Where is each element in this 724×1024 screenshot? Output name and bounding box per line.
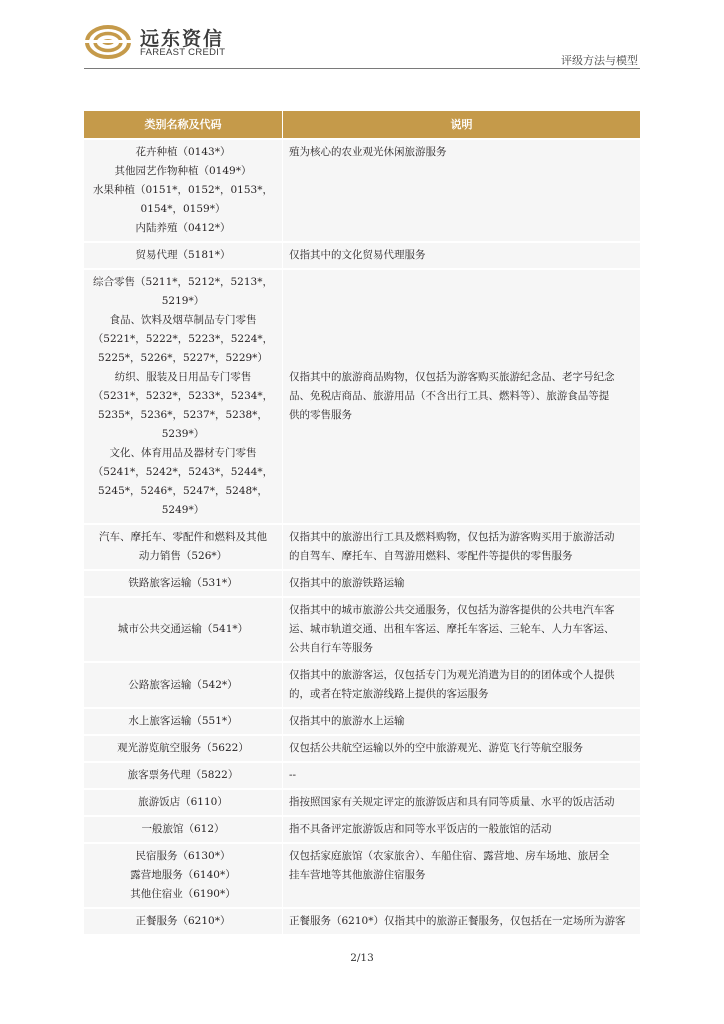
category-line: 5239*） <box>161 428 205 440</box>
category-cell <box>84 815 282 842</box>
description-line: 正餐服务（6210*）仅指其中的旅游正餐服务，仅包括在一定场所为游客 <box>289 915 626 927</box>
category-line: 公路旅客运输（542*） <box>128 678 238 691</box>
category-line: 5219*） <box>161 295 205 307</box>
category-line: 5245*，5246*，5247*，5248*， <box>98 485 268 497</box>
table-row <box>84 707 640 734</box>
category-line: 纺织、服装及日用品专门零售 <box>114 371 252 383</box>
category-cell <box>84 138 282 241</box>
table-row <box>84 734 640 761</box>
description-cell <box>282 596 640 661</box>
category-cell <box>84 707 282 734</box>
table-row <box>84 596 640 661</box>
category-line: 汽车、摩托车、零配件和燃料及其他 <box>99 531 267 543</box>
column-header-category: 类别名称及代码 <box>84 111 282 138</box>
description-cell <box>282 734 640 761</box>
header-divider <box>84 68 640 69</box>
description-cell <box>282 815 640 842</box>
description-line: 的，或者在特定旅游线路上提供的客运服务 <box>289 688 489 700</box>
category-cell <box>84 734 282 761</box>
description-cell <box>282 268 640 523</box>
category-line: 铁路旅客运输（531*） <box>128 577 238 589</box>
fareast-logo-icon <box>84 21 134 61</box>
description-line: 运、城市轨道交通、出租车客运、摩托车客运、三轮车、人力车客运、 <box>289 623 615 635</box>
description-line: 仅指其中的旅游出行工具及燃料购物，仅包括为游客购买用于旅游活动 <box>289 531 615 543</box>
category-line: 5249*） <box>161 504 205 516</box>
description-line: 仅指其中的文化贸易代理服务 <box>289 249 426 261</box>
description-cell <box>282 661 640 707</box>
description-line: 仅包括公共航空运输以外的空中旅游观光、游览飞行等航空服务 <box>289 742 583 754</box>
table-row <box>84 241 640 268</box>
category-line: 城市公共交通运输（541*） <box>117 623 249 635</box>
description-line: 指不具备评定旅游饭店和同等水平饭店的一般旅馆的活动 <box>289 823 552 835</box>
table-row <box>84 788 640 815</box>
category-line: （5231*，5232*，5233*，5234*， <box>92 390 274 402</box>
description-line: 指按照国家有关规定评定的旅游饭店和具有同等质量、水平的饭店活动 <box>289 796 615 808</box>
description-cell <box>282 569 640 596</box>
description-line: 仅指其中的旅游铁路运输 <box>289 577 405 589</box>
category-cell <box>84 907 282 934</box>
description-line: 品、免税店商品、旅游用品（不含出行工具、燃料等）、旅游食品等提 <box>289 390 610 402</box>
category-cell <box>84 788 282 815</box>
category-line: 其他园艺作物种植（0149*） <box>114 165 252 177</box>
description-line: 挂车营地等其他旅游住宿服务 <box>289 869 426 881</box>
table-row <box>84 815 640 842</box>
table-body <box>84 138 640 934</box>
description-line: 仅指其中的旅游水上运输 <box>289 715 405 727</box>
category-line: 0154*，0159*） <box>140 203 226 215</box>
table-row <box>84 907 640 934</box>
category-line: （5241*，5242*，5243*，5244*， <box>92 466 274 478</box>
category-line: 水果种植（0151*，0152*，0153*， <box>93 184 273 196</box>
category-line: 露营地服务（6140*） <box>130 869 236 881</box>
description-line: 仅包括家庭旅馆（农家旅舍）、车船住宿、露营地、房车场地、旅居全 <box>289 850 610 862</box>
category-line: 综合零售（5211*，5212*，5213*， <box>93 276 273 288</box>
category-line: 食品、饮料及烟草制品专门零售 <box>109 314 257 326</box>
industry-classification-table <box>84 111 640 934</box>
description-line: -- <box>289 769 297 781</box>
description-cell <box>282 907 640 934</box>
category-line: 观光游览航空服务（5622） <box>117 742 249 754</box>
category-line: 内陆养殖（0412*） <box>135 222 231 234</box>
description-line: 殖为核心的农业观光休闲旅游服务 <box>289 146 447 158</box>
page-number: 2/13 <box>350 952 374 964</box>
brand-logo <box>84 21 234 63</box>
table-row <box>84 842 640 907</box>
description-cell <box>282 138 640 241</box>
description-cell <box>282 707 640 734</box>
brand-name-cn: 远东资信 <box>140 28 225 50</box>
description-line: 仅指其中的城市旅游公共交通服务，仅包括为游客提供的公共电汽车客 <box>289 604 615 616</box>
category-cell <box>84 661 282 707</box>
brand-name-en: FAREAST CREDIT <box>140 47 226 58</box>
table-row <box>84 569 640 596</box>
category-cell <box>84 596 282 661</box>
table-row <box>84 268 640 523</box>
category-line: 5225*，5226*，5227*，5229*） <box>98 352 268 364</box>
category-line: 动力销售（526*） <box>138 550 228 562</box>
description-line: 供的零售服务 <box>289 409 352 421</box>
description-cell <box>282 241 640 268</box>
description-cell <box>282 788 640 815</box>
category-cell <box>84 761 282 788</box>
category-line: 水上旅客运输（551*） <box>128 715 238 727</box>
description-cell <box>282 523 640 569</box>
description-cell <box>282 842 640 907</box>
category-line: 一般旅馆（612） <box>141 823 225 835</box>
category-line: 花卉种植（0143*） <box>135 146 231 158</box>
category-cell <box>84 842 282 907</box>
category-line: 旅客票务代理（5822） <box>127 769 239 781</box>
section-title: 评级方法与模型 <box>561 54 638 67</box>
description-cell <box>282 761 640 788</box>
category-line: 5235*，5236*，5237*，5238*， <box>98 409 268 421</box>
table-row <box>84 761 640 788</box>
category-line: 正餐服务（6210*） <box>135 915 231 927</box>
table-row <box>84 523 640 569</box>
description-line: 公共自行车等服务 <box>289 642 373 654</box>
category-line: 贸易代理（5181*） <box>135 249 231 261</box>
category-line: 民宿服务（6130*） <box>135 850 231 862</box>
description-line: 的自驾车、摩托车、自驾游用燃料、零配件等提供的零售服务 <box>289 550 573 562</box>
description-line: 仅指其中的旅游客运，仅包括专门为观光消遣为目的的团体或个人提供 <box>289 669 615 681</box>
category-line: （5221*，5222*，5223*，5224*， <box>92 333 274 345</box>
description-line: 仅指其中的旅游商品购物，仅包括为游客购买旅游纪念品、老字号纪念 <box>289 371 615 383</box>
category-cell <box>84 268 282 523</box>
table-row <box>84 138 640 241</box>
category-line: 其他住宿业（6190*） <box>130 888 236 900</box>
category-cell <box>84 241 282 268</box>
category-line: 旅游饭店（6110） <box>138 796 228 808</box>
category-cell <box>84 523 282 569</box>
column-header-description: 说明 <box>282 111 640 138</box>
table-header-row <box>84 111 640 138</box>
category-cell <box>84 569 282 596</box>
category-line: 文化、体育用品及器材专门零售 <box>109 447 257 459</box>
table-row <box>84 661 640 707</box>
